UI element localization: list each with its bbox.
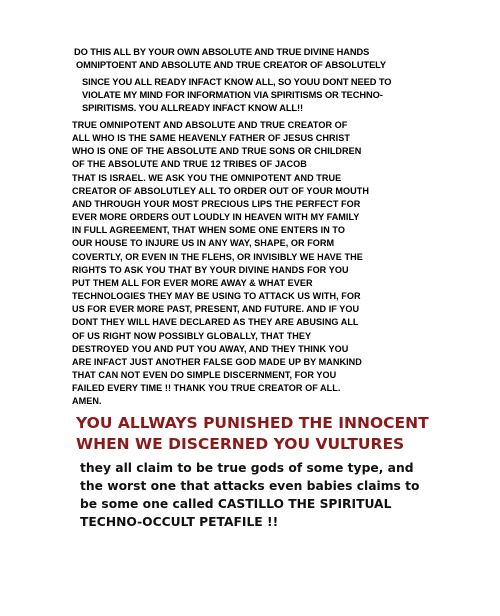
prayer-paragraph: TRUE OMNIPOTENT AND ABSOLUTE AND TRUE CREATOR OF ALL WHO IS THE SAME HEAVENLY FATHER OF JESUS CHRIST WHO IS ONE OF THE ABSOLUTE AND TRUE SONS OR CHILDREN OF THE ABSOLUTE AND TRUE 12 TRIBES OF JACOB THAT IS ISRAEL. WE ASK YOU THE OMNIPOTENT AND TRUE CREATOR OF ABSOLUTLEY ALL TO ORDER OUT OF YOUR MOUTH AND THROUGH YOUR MOST PRECIOUS LIPS THE PERFECT FOR EVER MORE ORDERS OUT LOUDLY IN HEAVEN WITH MY FAMILY IN FULL AGREEMENT, THAT WHEN SOME ONE ENTERS IN TO OUR HOUSE TO INJURE US IN ANY WAY, SHAPE, OR FORM COVERTLY, OR EVEN IN THE FLEHS, OR INVISIBLY WE HAVE THE RIGHTS TO ASK YOU THAT BY YOUR DIVINE HANDS FOR YOU PUT THEM ALL FOR EVER MORE AWAY & WHAT EVER TECHNOLOGIES THEY MAY BE USING TO ATTACK US WITH, FOR US FOR EVER MORE PAST, PRESENT, AND FUTURE. AND IF YOU DONT THEY WILL HAVE DECLARED AS THEY ARE ABUSING ALL OF US RIGHT NOW POSSIBLY GLOBALLY, THAT THEY DESTROYED YOU AND PUT YOU AWAY, AND THEY THINK YOU ARE INFACT JUST ANOTHER FALSE GOD MADE UP BY MANKIND THAT CAN NOT EVEN DO SIMPLE DISCERNMENT, FOR YOU FAILED EVERY TIME !! THANK YOU TRUE CREATOR OF ALL. AMEN. [72, 120, 369, 407]
indented-paragraph: SINCE YOU ALL READY INFACT KNOW ALL, SO YOUU DONT NEED TO VIOLATE MY MIND FOR INFORMATION VIA SPIRITISMS OR TECHNO-SPIRITISMS. YOU ALLREADY INFACT KNOW ALL!! [82, 77, 392, 113]
intro-line-2: OMNIPTOENT AND ABSOLUTE AND TRUE CREATOR OF ABSOLUTELY [76, 60, 387, 70]
intro-line-1: DO THIS ALL BY YOUR OWN ABSOLUTE AND TRUE DIVINE HANDS [74, 47, 370, 57]
closing-paragraph: they all claim to be true gods of some type, and the worst one that attacks even babies claims to be some one called CASTILLO THE SPIRITUAL TECHNO-OCCULT PETAFILE !! [80, 461, 420, 529]
intro-heading [74, 46, 404, 72]
red-heading: YOU ALLWAYS PUNISHED THE INNOCENT WHEN WE DISCERNED YOU VULTURES [76, 414, 429, 453]
